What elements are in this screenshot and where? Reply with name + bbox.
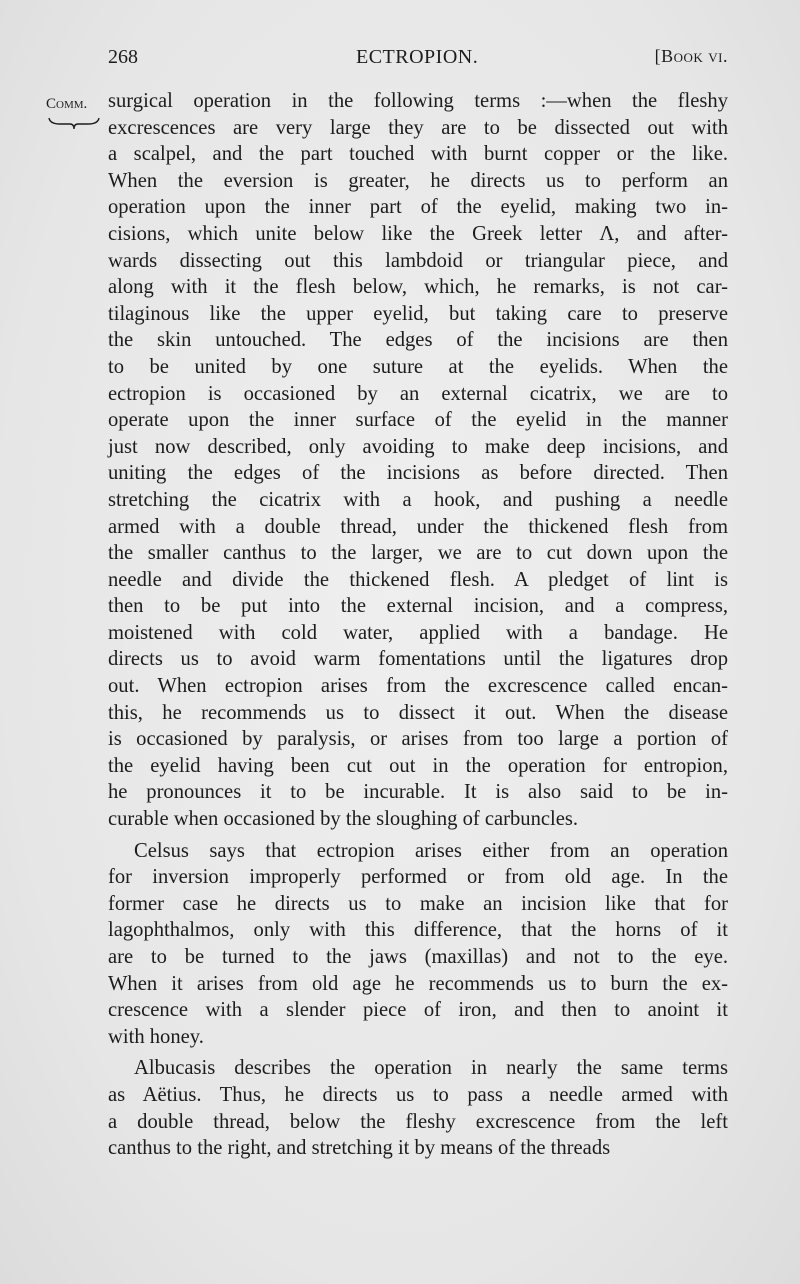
text-line: operate upon the inner surface of the eyelid in the manner	[108, 409, 728, 432]
text-line: wards dissecting out this lambdoid or triangular piece, and	[108, 249, 728, 272]
body-text	[108, 88, 728, 1162]
text-line: a double thread, below the fleshy excrescence from the left	[108, 1110, 728, 1133]
text-line: armed with a double thread, under the thickened flesh from	[108, 515, 728, 538]
text-line: the eyelid having been cut out in the operation for entropion,	[108, 754, 728, 777]
text-line: lagophthalmos, only with this difference, that the horns of it	[108, 919, 728, 942]
text-line: excrescences are very large they are to be dissected out with	[108, 116, 728, 139]
text-line: When the eversion is greater, he directs us to perform an	[108, 169, 728, 192]
page-number: 268	[108, 46, 138, 68]
text-line: is occasioned by paralysis, or arises from too large a portion of	[108, 728, 728, 751]
text-line: the smaller canthus to the larger, we are to cut down upon the	[108, 542, 728, 565]
running-header	[108, 46, 728, 76]
text-line: to be united by one suture at the eyelids. When the	[108, 355, 728, 378]
text-line: uniting the edges of the incisions as before directed. Then	[108, 462, 728, 485]
text-line: directs us to avoid warm fomentations until the ligatures drop	[108, 648, 728, 671]
text-line: moistened with cold water, applied with a bandage. He	[108, 621, 728, 644]
text-line: crescence with a slender piece of iron, and then to anoint it	[108, 999, 728, 1022]
margin-note: Comm.	[46, 96, 88, 112]
text-line: ectropion is occasioned by an external cicatrix, we are to	[108, 382, 728, 405]
text-line: out. When ectropion arises from the excrescence called encan-	[108, 675, 728, 698]
text-line: surgical operation in the following terms :—when the fleshy	[108, 90, 728, 112]
text-line: needle and divide the thickened flesh. A pledget of lint is	[108, 568, 728, 591]
book-label: [Book vi.	[654, 46, 728, 66]
text-line: are to be turned to the jaws (maxillas) and not to the eye.	[108, 946, 728, 968]
text-line: he pronounces it to be incurable. It is also said to be in-	[108, 781, 728, 804]
text-line: When it arises from old age he recommends us to burn the ex-	[108, 972, 728, 995]
brace-mark	[48, 116, 100, 130]
paragraph	[108, 1055, 728, 1161]
text-line: for inversion improperly performed or from old age. In the	[108, 866, 728, 889]
text-line: former case he directs us to make an incision like that for	[108, 892, 728, 915]
text-line: the skin untouched. The edges of the incisions are then	[108, 329, 728, 352]
text-line: as Aëtius. Thus, he directs us to pass a needle armed with	[108, 1083, 728, 1106]
text-line: with honey.	[108, 1025, 204, 1048]
text-line: curable when occasioned by the sloughing of carbuncles.	[108, 808, 579, 831]
paragraph	[108, 838, 728, 1051]
text-line: cisions, which unite below like the Greek letter Λ, and after-	[108, 222, 728, 245]
text-line: stretching the cicatrix with a hook, and pushing a needle	[108, 488, 728, 511]
text-line: just now described, only avoiding to make deep incisions, and	[108, 435, 728, 458]
text-line: this, he recommends us to dissect it out. When the disease	[108, 701, 728, 724]
text-line: Celsus says that ectropion arises either from an operation	[134, 839, 728, 862]
text-line: a scalpel, and the part touched with burnt copper or the like.	[108, 143, 728, 166]
text-line: operation upon the inner part of the eyelid, making two in-	[108, 196, 728, 219]
text-line: canthus to the right, and stretching it by means of the threads	[108, 1137, 611, 1160]
text-line: then to be put into the external incision, and a compress,	[108, 595, 728, 618]
running-title: ECTROPION.	[356, 46, 479, 68]
text-line: tilaginous like the upper eyelid, but taking care to preserve	[108, 302, 728, 325]
paragraph	[108, 88, 728, 833]
text-line: Albucasis describes the operation in nearly the same terms	[134, 1057, 728, 1080]
text-line: along with it the flesh below, which, he remarks, is not car-	[108, 276, 728, 299]
